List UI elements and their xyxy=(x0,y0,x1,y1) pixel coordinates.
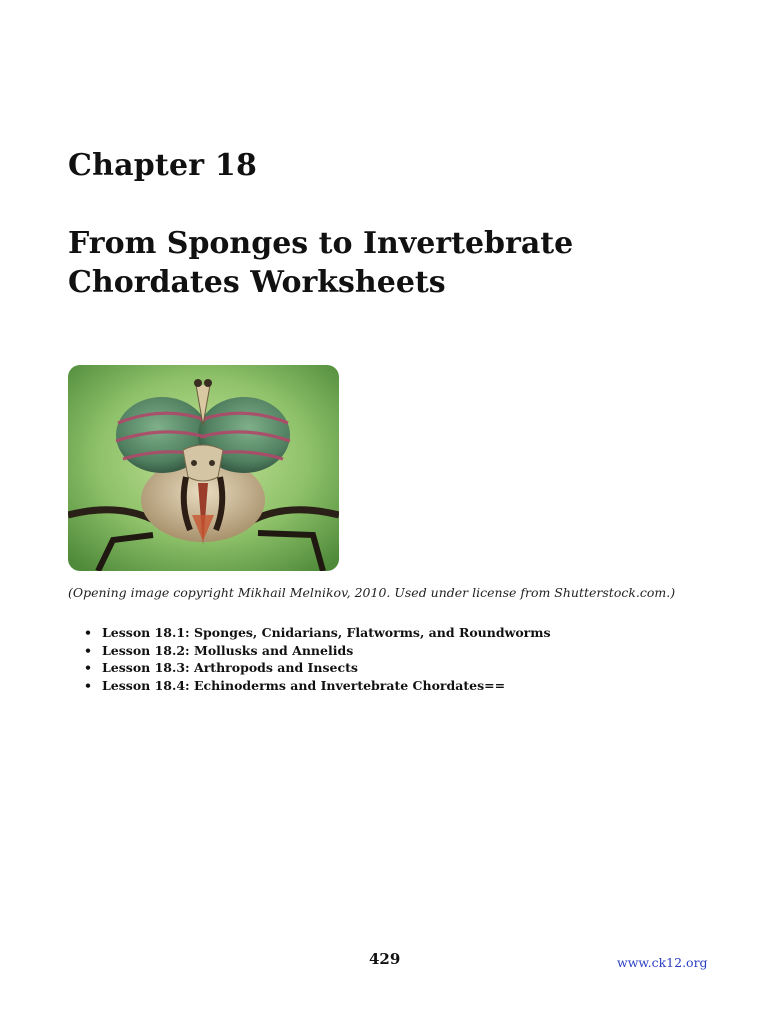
list-item xyxy=(84,624,551,642)
list-item xyxy=(84,659,551,677)
bullet-icon: • xyxy=(84,642,92,658)
page-number: 429 xyxy=(369,950,401,968)
bullet-icon: • xyxy=(84,625,92,640)
bullet-icon: • xyxy=(84,677,92,693)
lesson-text: Lesson 18.3: Arthropods and Insects xyxy=(102,660,358,675)
fly-closeup-illustration xyxy=(68,365,339,571)
bullet-icon: • xyxy=(84,660,92,675)
list-item xyxy=(84,642,551,660)
image-caption: (Opening image copyright Mikhail Melnikov, 2010. Used under license from Shutterstock.com.) xyxy=(68,585,676,600)
lesson-list xyxy=(84,624,551,694)
chapter-title-line-2: Chordates Worksheets xyxy=(68,265,446,300)
lesson-text: Lesson 18.2: Mollusks and Annelids xyxy=(102,642,354,658)
chapter-title-line-1: From Sponges to Invertebrate xyxy=(68,226,574,261)
lesson-text: Lesson 18.1: Sponges, Cnidarians, Flatworms, and Roundworms xyxy=(102,625,551,640)
lesson-text: Lesson 18.4: Echinoderms and Invertebrate Chordates== xyxy=(102,677,506,693)
chapter-label: Chapter 18 xyxy=(68,148,258,183)
chapter-title xyxy=(68,224,708,302)
opening-image xyxy=(68,365,339,571)
site-link[interactable]: www.ck12.org xyxy=(617,955,708,970)
list-item xyxy=(84,677,551,695)
